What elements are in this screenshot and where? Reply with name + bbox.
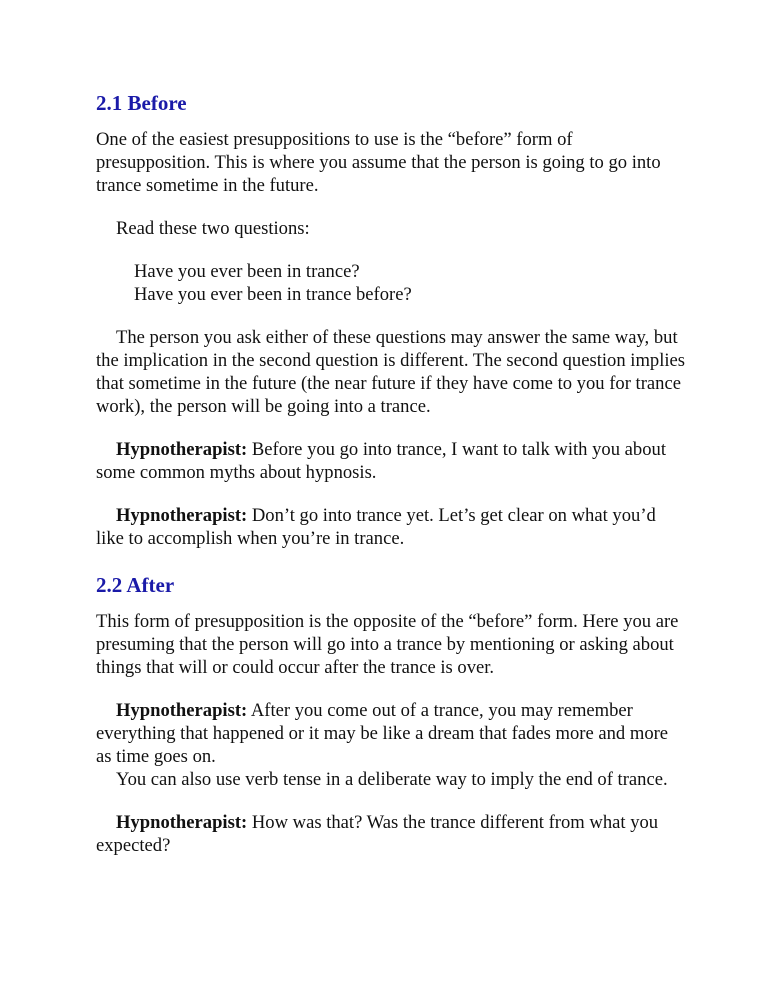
dialogue-text: How was that? Was the trance different from what you expected? xyxy=(96,812,659,856)
speaker-label: Hypnotherapist: xyxy=(116,812,248,833)
dialogue-text: Don’t go into trance yet. Let’s get clear on what you’d like to accomplish when you’re in trance. xyxy=(96,505,656,549)
dialogue-text: After you come out of a trance, you may remember everything that happened or it may be like a dream that fades more and more as time goes on. xyxy=(96,700,669,767)
section-before-explanation: The person you ask either of these questions may answer the same way, but the implication in the second question is different. The second question implies that sometime in the future (the near future if they have come to you for trance work), the person will be going into a trance. xyxy=(96,327,686,417)
example-question: Have you ever been in trance? xyxy=(134,261,360,282)
dialogue-paragraph xyxy=(96,504,686,550)
read-prompt: Read these two questions: xyxy=(116,218,310,239)
example-question: Have you ever been in trance before? xyxy=(134,284,412,305)
section-after-intro: This form of presupposition is the opposite of the “before” form. Here you are presuming that the person will go into a trance by mentioning or asking about things that will or could occur after the trance is over. xyxy=(96,611,679,678)
document-page xyxy=(96,88,686,857)
verb-tense-note: You can also use verb tense in a deliberate way to imply the end of trance. xyxy=(116,769,668,790)
speaker-label: Hypnotherapist: xyxy=(116,439,248,460)
section-before-intro: One of the easiest presuppositions to use is the “before” form of presupposition. This is where you assume that the person is going to go into trance sometime in the future. xyxy=(96,129,661,196)
speaker-label: Hypnotherapist: xyxy=(116,700,248,721)
dialogue-text: Before you go into trance, I want to talk with you about some common myths about hypnosis. xyxy=(96,439,666,483)
dialogue-paragraph xyxy=(96,811,686,857)
section-heading-before: 2.1 Before xyxy=(96,91,187,115)
section-heading-after: 2.2 After xyxy=(96,573,175,597)
example-questions xyxy=(134,260,686,306)
speaker-label: Hypnotherapist: xyxy=(116,505,248,526)
dialogue-paragraph xyxy=(96,438,686,484)
dialogue-paragraph xyxy=(96,699,686,768)
